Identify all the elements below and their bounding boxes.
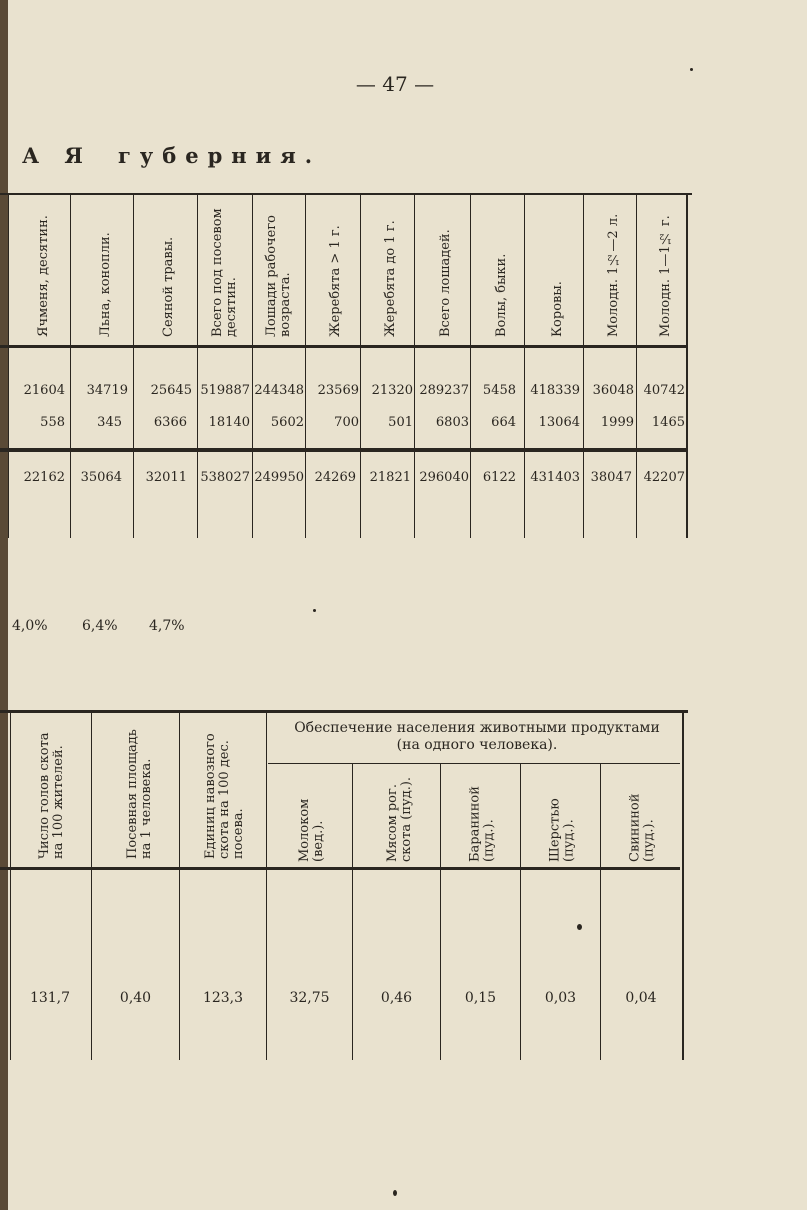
header-manure-units: Единиц навозного скота на 100 дес. посева.: [203, 733, 246, 859]
header-flax-hemp: Льна, конопли.: [98, 232, 113, 337]
page-heading: [22, 143, 321, 168]
header-pork: Свининой (пуд.).: [627, 793, 657, 862]
cell: 664: [491, 415, 516, 430]
percent-grass: 4,7%: [149, 618, 185, 634]
cell: 6122: [482, 470, 516, 485]
cell: 1999: [600, 415, 634, 430]
col-divider: [524, 193, 525, 538]
cell: 34719: [86, 383, 128, 398]
col-divider: [414, 193, 415, 538]
cell: 296040: [419, 470, 469, 485]
cell: 6366: [153, 415, 187, 430]
col-divider: [520, 764, 521, 1060]
percent-barley: 4,0%: [12, 618, 48, 634]
table-top-rule: [0, 710, 688, 713]
cell: 5602: [270, 415, 304, 430]
col-divider: [197, 193, 198, 538]
col-divider: [266, 710, 267, 1060]
header-barley: Ячменя, десятин.: [36, 215, 51, 337]
header-total-horses: Всего лошадей.: [438, 229, 453, 337]
header-young-1-1_5y: Молодн. 1—1½ г.: [658, 215, 673, 337]
cell: 6803: [435, 415, 469, 430]
col-divider: [252, 193, 253, 538]
cell: 1465: [651, 415, 685, 430]
cell: 24269: [314, 470, 356, 485]
ink-speck: [393, 1190, 397, 1196]
col-divider: [636, 193, 637, 538]
page-number: — 47 —: [355, 72, 435, 96]
header-sown-per-person: Посевная площадь на 1 человека.: [125, 729, 154, 859]
cell: 32011: [145, 470, 187, 485]
col-divider: [440, 764, 441, 1060]
header-milk: Молоком (вед.).: [297, 798, 326, 862]
col-divider: [352, 764, 353, 1060]
col-divider: [470, 193, 471, 538]
cell: 40742: [643, 383, 685, 398]
cell: 21821: [369, 470, 411, 485]
cell: 22162: [23, 470, 65, 485]
cell: 289237: [419, 383, 469, 398]
value-wool: 0,03: [544, 990, 577, 1006]
col-divider: [70, 193, 71, 538]
cell: 244348: [254, 383, 304, 398]
table-right-border: [682, 710, 684, 1060]
col-divider: [583, 193, 584, 538]
value-beef: 0,46: [380, 990, 413, 1006]
group-title-line1: Обеспечение населения животными продуктами: [294, 720, 660, 736]
heading-part2: губерния.: [117, 143, 322, 168]
cell: 42207: [643, 470, 685, 485]
group-title-line2: (на одного человека).: [396, 737, 558, 753]
col-divider: [360, 193, 361, 538]
header-young-1_5-2y: Молодн. 1½—2 л.: [606, 213, 621, 337]
header-cows: Коровы.: [550, 281, 565, 337]
col-divider: [91, 710, 92, 1060]
header-work-horses: Лошади рабочего возраста.: [264, 215, 293, 337]
header-rule: [0, 345, 688, 348]
header-oxen-bulls: Волы, быки.: [494, 253, 509, 337]
header-wool: Шерстью (пуд.).: [547, 798, 577, 862]
livestock-table: [0, 193, 690, 538]
cell: 345: [97, 415, 122, 430]
cell: 249950: [254, 470, 304, 485]
cell: 5458: [482, 383, 516, 398]
col-divider: [179, 710, 180, 1060]
header-total-sown: Всего под посевом десятин.: [210, 208, 239, 337]
value-sown-area: 0,40: [119, 990, 152, 1006]
cell: 538027: [200, 470, 250, 485]
cell: 519887: [200, 383, 250, 398]
group-rule: [268, 763, 680, 764]
cell: 36048: [592, 383, 634, 398]
percent-flax: 6,4%: [82, 618, 118, 634]
table-right-border: [686, 193, 688, 538]
value-pork: 0,04: [625, 990, 657, 1006]
value-manure: 123,3: [202, 990, 244, 1006]
cell: 558: [40, 415, 65, 430]
value-milk: 32,75: [289, 990, 330, 1006]
col-divider: [10, 710, 11, 1060]
cell: 418339: [530, 383, 580, 398]
cell: 431403: [530, 470, 580, 485]
col-divider: [600, 764, 601, 1060]
header-mutton: Бараниной (пуд.).: [467, 786, 497, 862]
provision-table: [0, 710, 688, 1060]
ink-speck: [313, 609, 316, 612]
cell: 21320: [371, 383, 413, 398]
col-divider: [133, 193, 134, 538]
cell: 38047: [590, 470, 632, 485]
provision-group-title: [272, 720, 682, 754]
heading-part1: А Я: [22, 143, 92, 168]
header-beef: Мясом рог. скота (пуд.).: [385, 776, 414, 862]
cell: 35064: [80, 470, 122, 485]
cell: 13064: [538, 415, 580, 430]
header-foals-over-1y: Жеребята > 1 г.: [328, 225, 343, 337]
header-foals-under-1y: Жеребята до 1 г.: [383, 220, 398, 337]
cell: 700: [334, 415, 359, 430]
value-livestock: 131,7: [29, 990, 71, 1006]
ink-speck: [690, 68, 693, 71]
cell: 21604: [23, 383, 65, 398]
sum-rule: [0, 448, 688, 452]
col-divider: [8, 193, 9, 538]
value-mutton: 0,15: [464, 990, 497, 1006]
cell: 18140: [208, 415, 250, 430]
col-divider: [305, 193, 306, 538]
cell: 23569: [317, 383, 359, 398]
cell: 25645: [150, 383, 192, 398]
ink-speck: [577, 924, 582, 930]
header-livestock-per-100: Число голов скота на 100 жителей.: [37, 732, 66, 859]
header-sown-grass: Сеяной травы.: [161, 236, 176, 337]
cell: 501: [388, 415, 413, 430]
